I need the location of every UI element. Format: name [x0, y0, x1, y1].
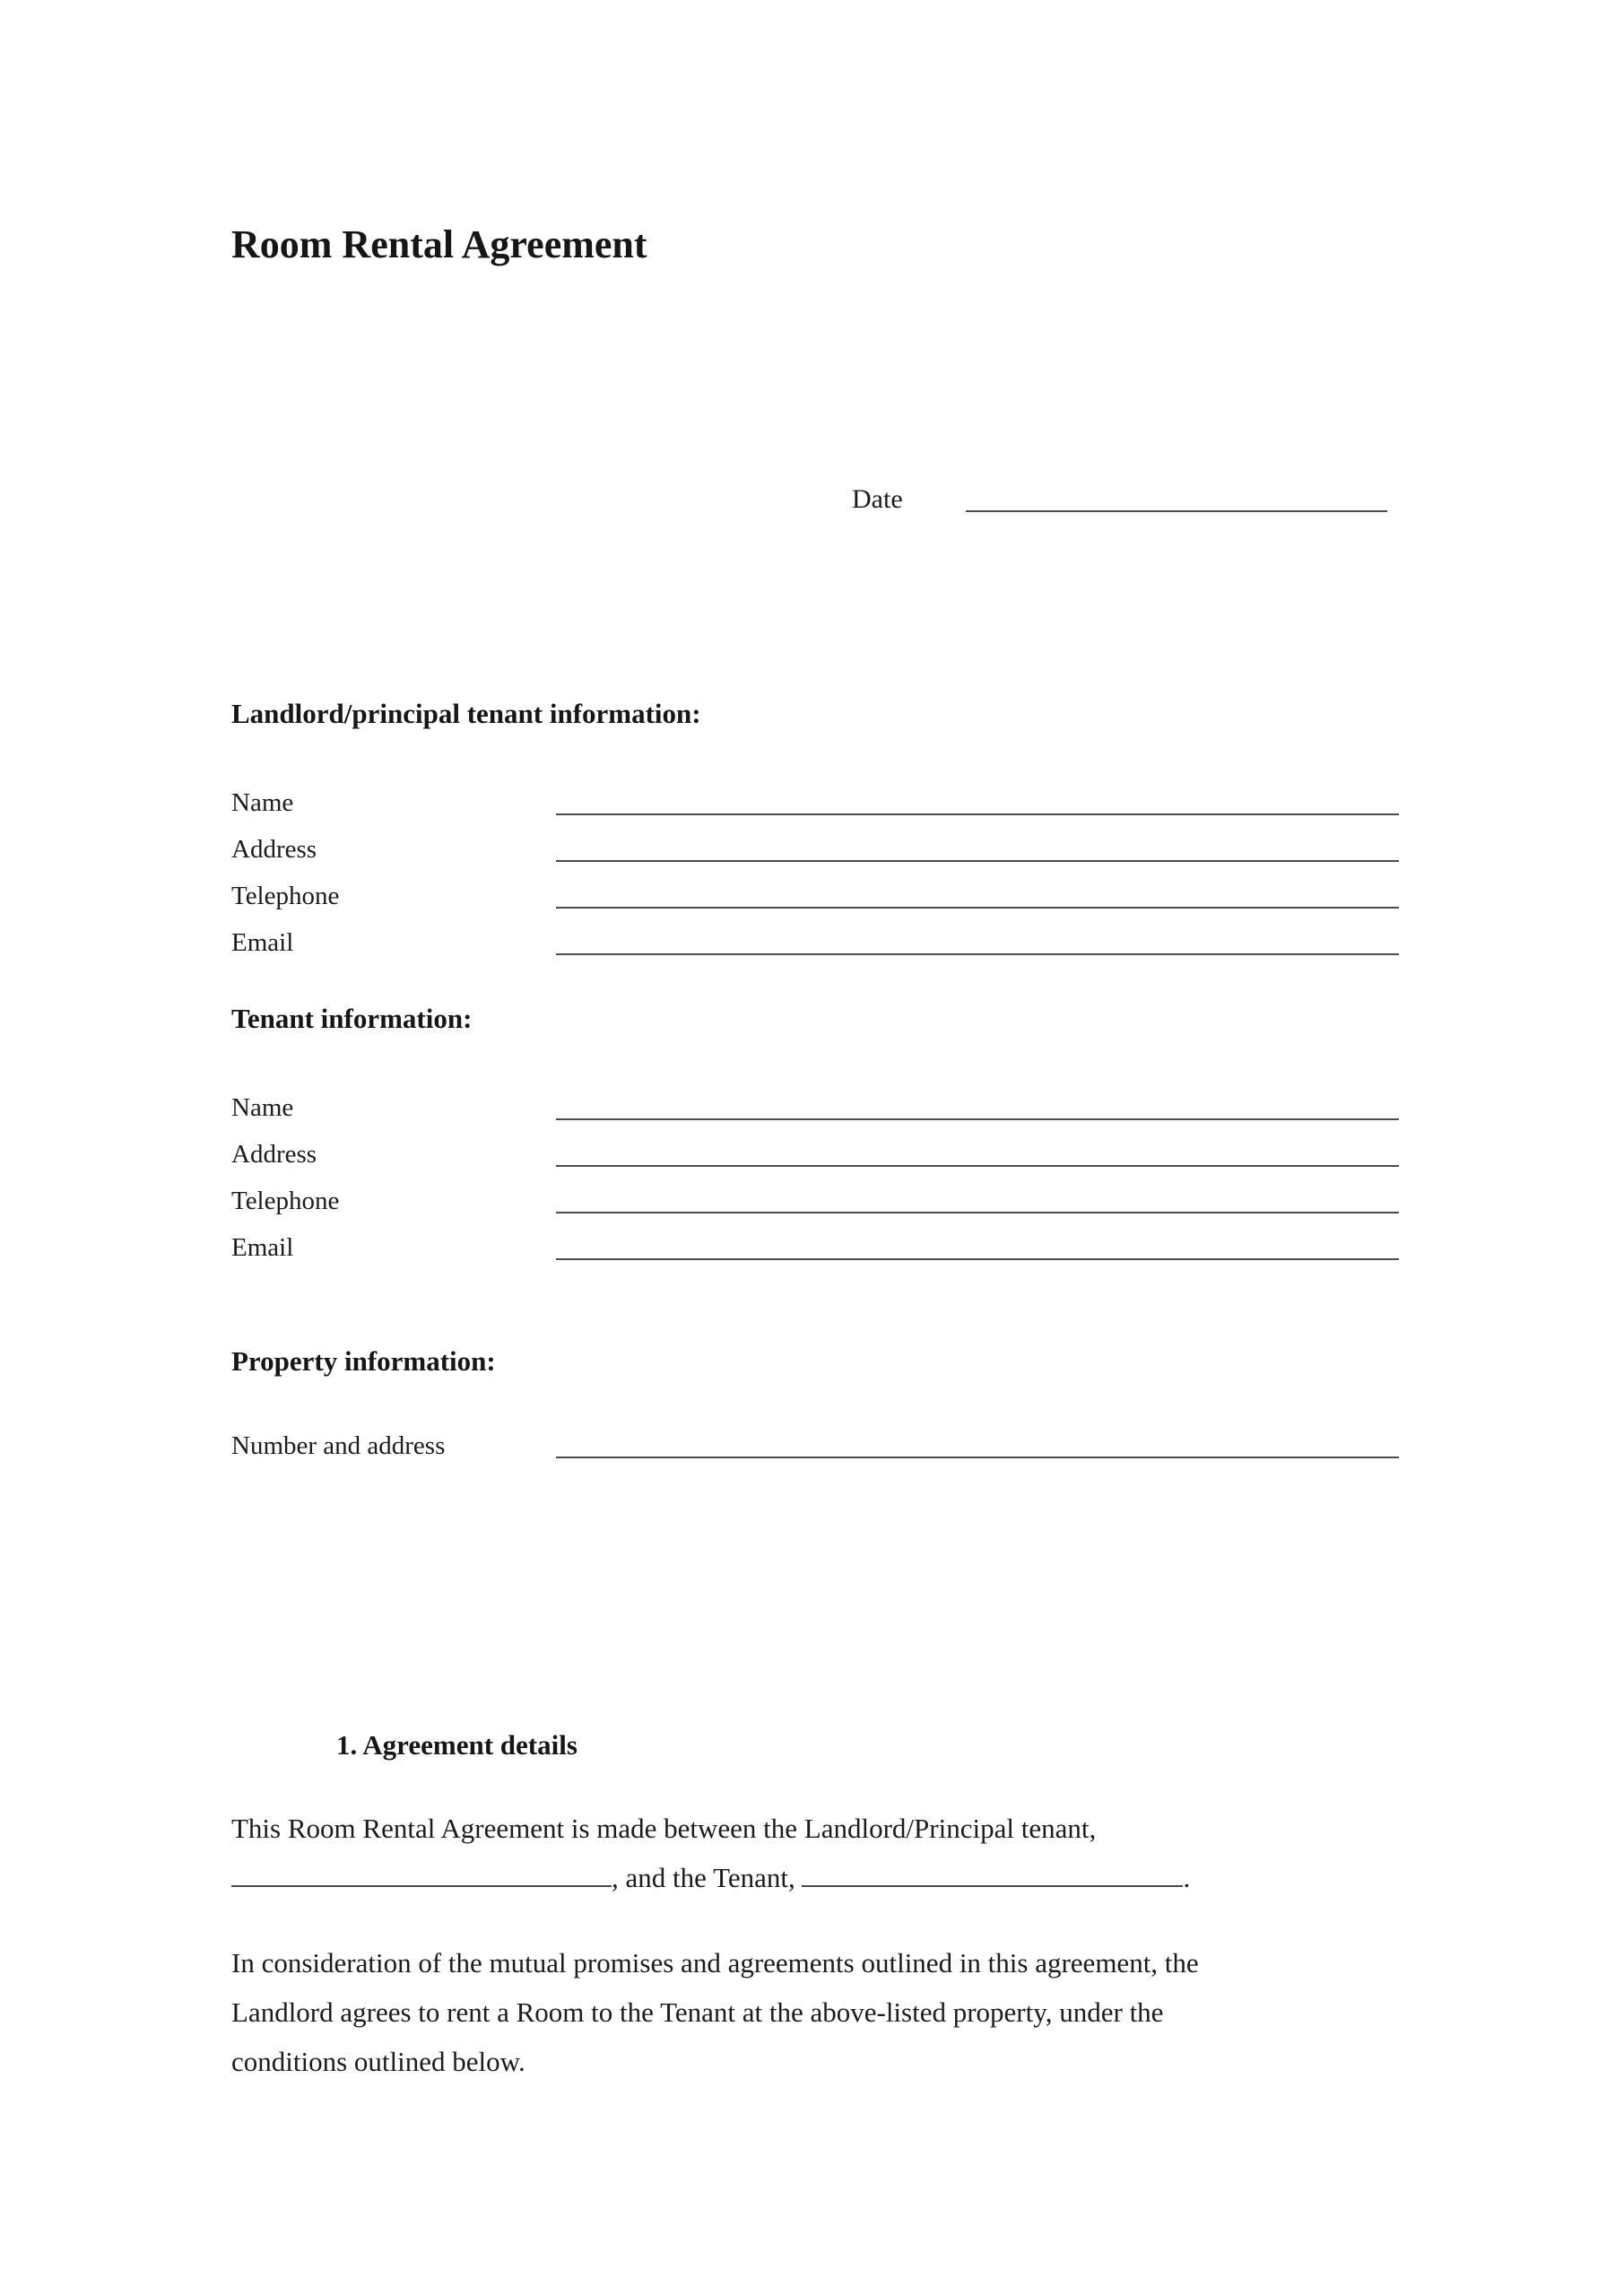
tenant-name-input-line[interactable]	[556, 1118, 1399, 1120]
landlord-address-label: Address	[231, 835, 317, 864]
date-label: Date	[852, 484, 903, 514]
field-row-landlord-email	[231, 919, 1399, 966]
tenant-telephone-input-line[interactable]	[556, 1212, 1399, 1213]
agreement-p1-connector: , and the Tenant,	[612, 1862, 795, 1893]
tenant-telephone-label: Telephone	[231, 1187, 340, 1215]
landlord-name-blank[interactable]	[231, 1885, 612, 1887]
agreement-p2-line2: Landlord agrees to rent a Room to the Tenant at the above-listed property, under the	[231, 1996, 1164, 2028]
agreement-paragraph-1	[231, 1804, 1399, 1902]
landlord-email-input-line[interactable]	[556, 953, 1399, 955]
field-row-landlord-telephone	[231, 873, 1399, 919]
tenant-fields	[231, 1084, 1399, 1271]
tenant-section-heading: Tenant information:	[231, 1003, 473, 1034]
document-title: Room Rental Agreement	[231, 222, 647, 266]
landlord-name-label: Name	[231, 788, 294, 817]
tenant-email-label: Email	[231, 1233, 294, 1262]
landlord-section-heading: Landlord/principal tenant information:	[231, 698, 701, 729]
property-section-heading: Property information:	[231, 1345, 496, 1377]
field-row-landlord-name	[231, 779, 1399, 826]
tenant-address-label: Address	[231, 1140, 317, 1169]
agreement-p1-line2	[231, 1853, 1399, 1902]
agreement-p1-period: .	[1183, 1862, 1191, 1893]
landlord-email-label: Email	[231, 928, 294, 957]
property-fields	[231, 1422, 1399, 1469]
agreement-p1-line1: This Room Rental Agreement is made between the Landlord/Principal tenant,	[231, 1813, 1097, 1844]
field-row-tenant-telephone	[231, 1178, 1399, 1224]
tenant-email-input-line[interactable]	[556, 1258, 1399, 1260]
date-row	[231, 476, 1399, 523]
field-row-tenant-address	[231, 1131, 1399, 1178]
landlord-telephone-label: Telephone	[231, 882, 340, 910]
landlord-address-input-line[interactable]	[556, 860, 1399, 862]
field-row-tenant-email	[231, 1224, 1399, 1271]
agreement-paragraph-2	[231, 1938, 1399, 2086]
agreement-section-heading: 1. Agreement details	[336, 1729, 578, 1761]
tenant-address-input-line[interactable]	[556, 1165, 1399, 1167]
field-row-property-number-address	[231, 1422, 1399, 1469]
landlord-name-input-line[interactable]	[556, 813, 1399, 815]
field-row-tenant-name	[231, 1084, 1399, 1131]
landlord-fields	[231, 779, 1399, 966]
landlord-telephone-input-line[interactable]	[556, 907, 1399, 909]
date-input-line[interactable]	[966, 510, 1387, 512]
tenant-name-blank[interactable]	[802, 1885, 1183, 1887]
field-row-landlord-address	[231, 826, 1399, 873]
tenant-name-label: Name	[231, 1093, 294, 1122]
agreement-p2-line1: In consideration of the mutual promises and agreements outlined in this agreement, the	[231, 1947, 1199, 1979]
agreement-p2-line3: conditions outlined below.	[231, 2046, 525, 2077]
property-number-address-input-line[interactable]	[556, 1457, 1399, 1458]
property-number-address-label: Number and address	[231, 1431, 446, 1460]
